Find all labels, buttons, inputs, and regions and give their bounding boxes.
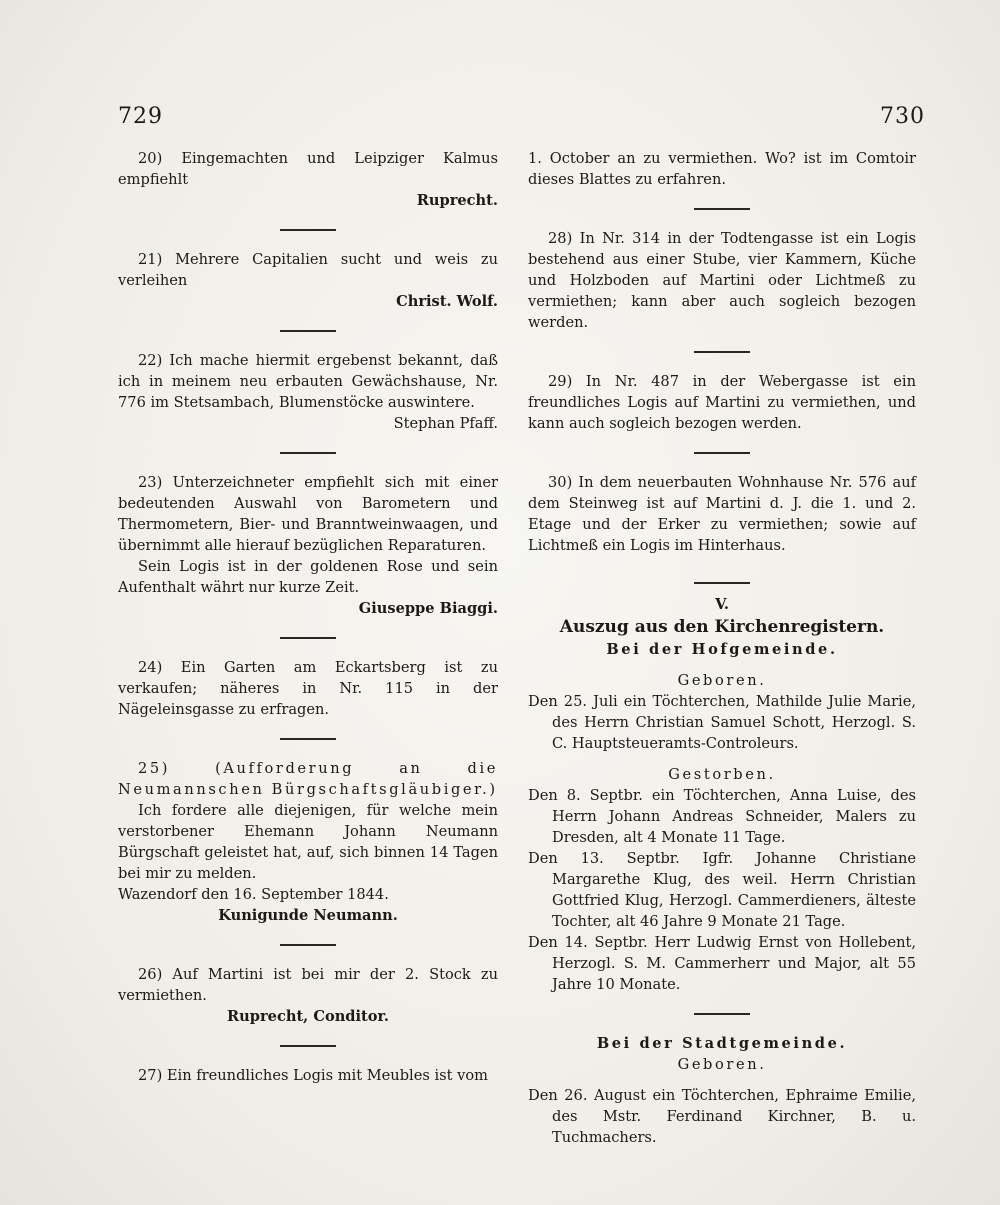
section-number: V. [715, 596, 729, 613]
death-record: Den 8. Septbr. ein Töchterchen, Anna Luise, des Herrn Johann Andreas Schneider, Malers zu Dresden, alt 4 Monate 11 Tage. [528, 787, 916, 846]
notice-23: 23) Unterzeichneter empfiehlt sich mit einer bedeutenden Auswahl von Barometern und Thermometern, Bier- und Branntweinwaagen, und übernimmt alle hierauf bezüglichen Reparaturen. [118, 474, 498, 554]
notice-27: 27) Ein freundliches Logis mit Meubles ist vom [138, 1067, 488, 1084]
heading-geboren: Geboren. [677, 1056, 767, 1073]
left-column [118, 148, 498, 1086]
notice-21-signature: Christ. Wolf. [396, 293, 498, 310]
page-number-left: 729 [118, 104, 163, 129]
notice-23-continued: Sein Logis ist in der goldenen Rose und sein Aufenthalt währt nur kurze Zeit. [118, 558, 498, 596]
notice-23-signature: Giuseppe Biaggi. [358, 600, 498, 617]
notice-28: 28) In Nr. 314 in der Todtengasse ist ein Logis bestehend aus einer Stube, vier Kammern, Küche und Holzboden auf Martini oder Lichtmeß zu vermiethen; kann aber auch sogleich bezogen werden. [528, 230, 916, 331]
notice-20: 20) Eingemachten und Leipziger Kalmus empfiehlt [118, 150, 498, 188]
notice-30: 30) In dem neuerbauten Wohnhause Nr. 576 auf dem Steinweg ist auf Martini d. J. die 1. und 2. Etage und der Erker zu vermiethen; sowie auf Lichtmeß ein Logis im Hinterhaus. [528, 474, 916, 554]
heading-geboren: Geboren. [677, 672, 767, 689]
subheading-stadtgemeinde: Bei der Stadtgemeinde. [596, 1035, 848, 1052]
notice-26: 26) Auf Martini ist bei mir der 2. Stock zu vermiethen. [118, 966, 498, 1004]
notice-26-signature: Ruprecht, Conditor. [227, 1008, 389, 1025]
notice-25: Ich fordere alle diejenigen, für welche mein verstorbener Ehemann Johann Neumann Bürgschaft geleistet hat, auf, sich binnen 14 Tagen bei mir zu melden. [118, 802, 498, 882]
notice-21: 21) Mehrere Capitalien sucht und weis zu verleihen [118, 251, 498, 289]
birth-record: Den 26. August ein Töchterchen, Ephraime Emilie, des Mstr. Ferdinand Kirchner, B. u. Tuchmachers. [528, 1087, 916, 1146]
notice-22-signature: Stephan Pfaff. [393, 415, 498, 432]
notice-25-title: 25) (Aufforderung an die Neumannschen Bürgschaftsgläubiger.) [118, 760, 498, 798]
notice-25-place-date: Wazendorf den 16. September 1844. [118, 886, 389, 903]
death-record: Den 13. Septbr. Igfr. Johanne Christiane Margarethe Klug, des weil. Herrn Christian Gottfried Klug, Herzogl. Cammerdieners, älteste Tochter, alt 46 Jahre 9 Monate 21 Tage. [528, 850, 916, 930]
notice-25-signature: Kunigunde Neumann. [218, 907, 398, 924]
notice-27-continued: 1. October an zu vermiethen. Wo? ist im Comtoir dieses Blattes zu erfahren. [528, 150, 916, 188]
subheading-hofgemeinde: Bei der Hofgemeinde. [606, 641, 838, 658]
notice-29: 29) In Nr. 487 in der Webergasse ist ein freundliches Logis auf Martini zu vermiethen, und kann auch sogleich bezogen werden. [528, 373, 916, 432]
notice-24: 24) Ein Garten am Eckartsberg ist zu verkaufen; näheres in Nr. 115 in der Nägeleinsgasse zu erfragen. [118, 659, 498, 718]
right-column [528, 148, 916, 1148]
section-title: Auszug aus den Kirchenregistern. [559, 617, 885, 637]
birth-record: Den 25. Juli ein Töchterchen, Mathilde Julie Marie, des Herrn Christian Samuel Schott, Herzogl. S. C. Hauptsteueramts-Controleurs. [528, 693, 916, 752]
death-record: Den 14. Septbr. Herr Ludwig Ernst von Hollebent, Herzogl. S. M. Cammerherr und Major, alt 55 Jahre 10 Monate. [528, 934, 916, 993]
notice-20-signature: Ruprecht. [416, 192, 498, 209]
heading-gestorben: Gestorben. [668, 766, 776, 783]
page-number-right: 730 [880, 104, 925, 129]
notice-22: 22) Ich mache hiermit ergebenst bekannt, daß ich in meinem neu erbauten Gewächshause, Nr. 776 im Stetsambach, Blumenstöcke auswintere. [118, 352, 498, 411]
